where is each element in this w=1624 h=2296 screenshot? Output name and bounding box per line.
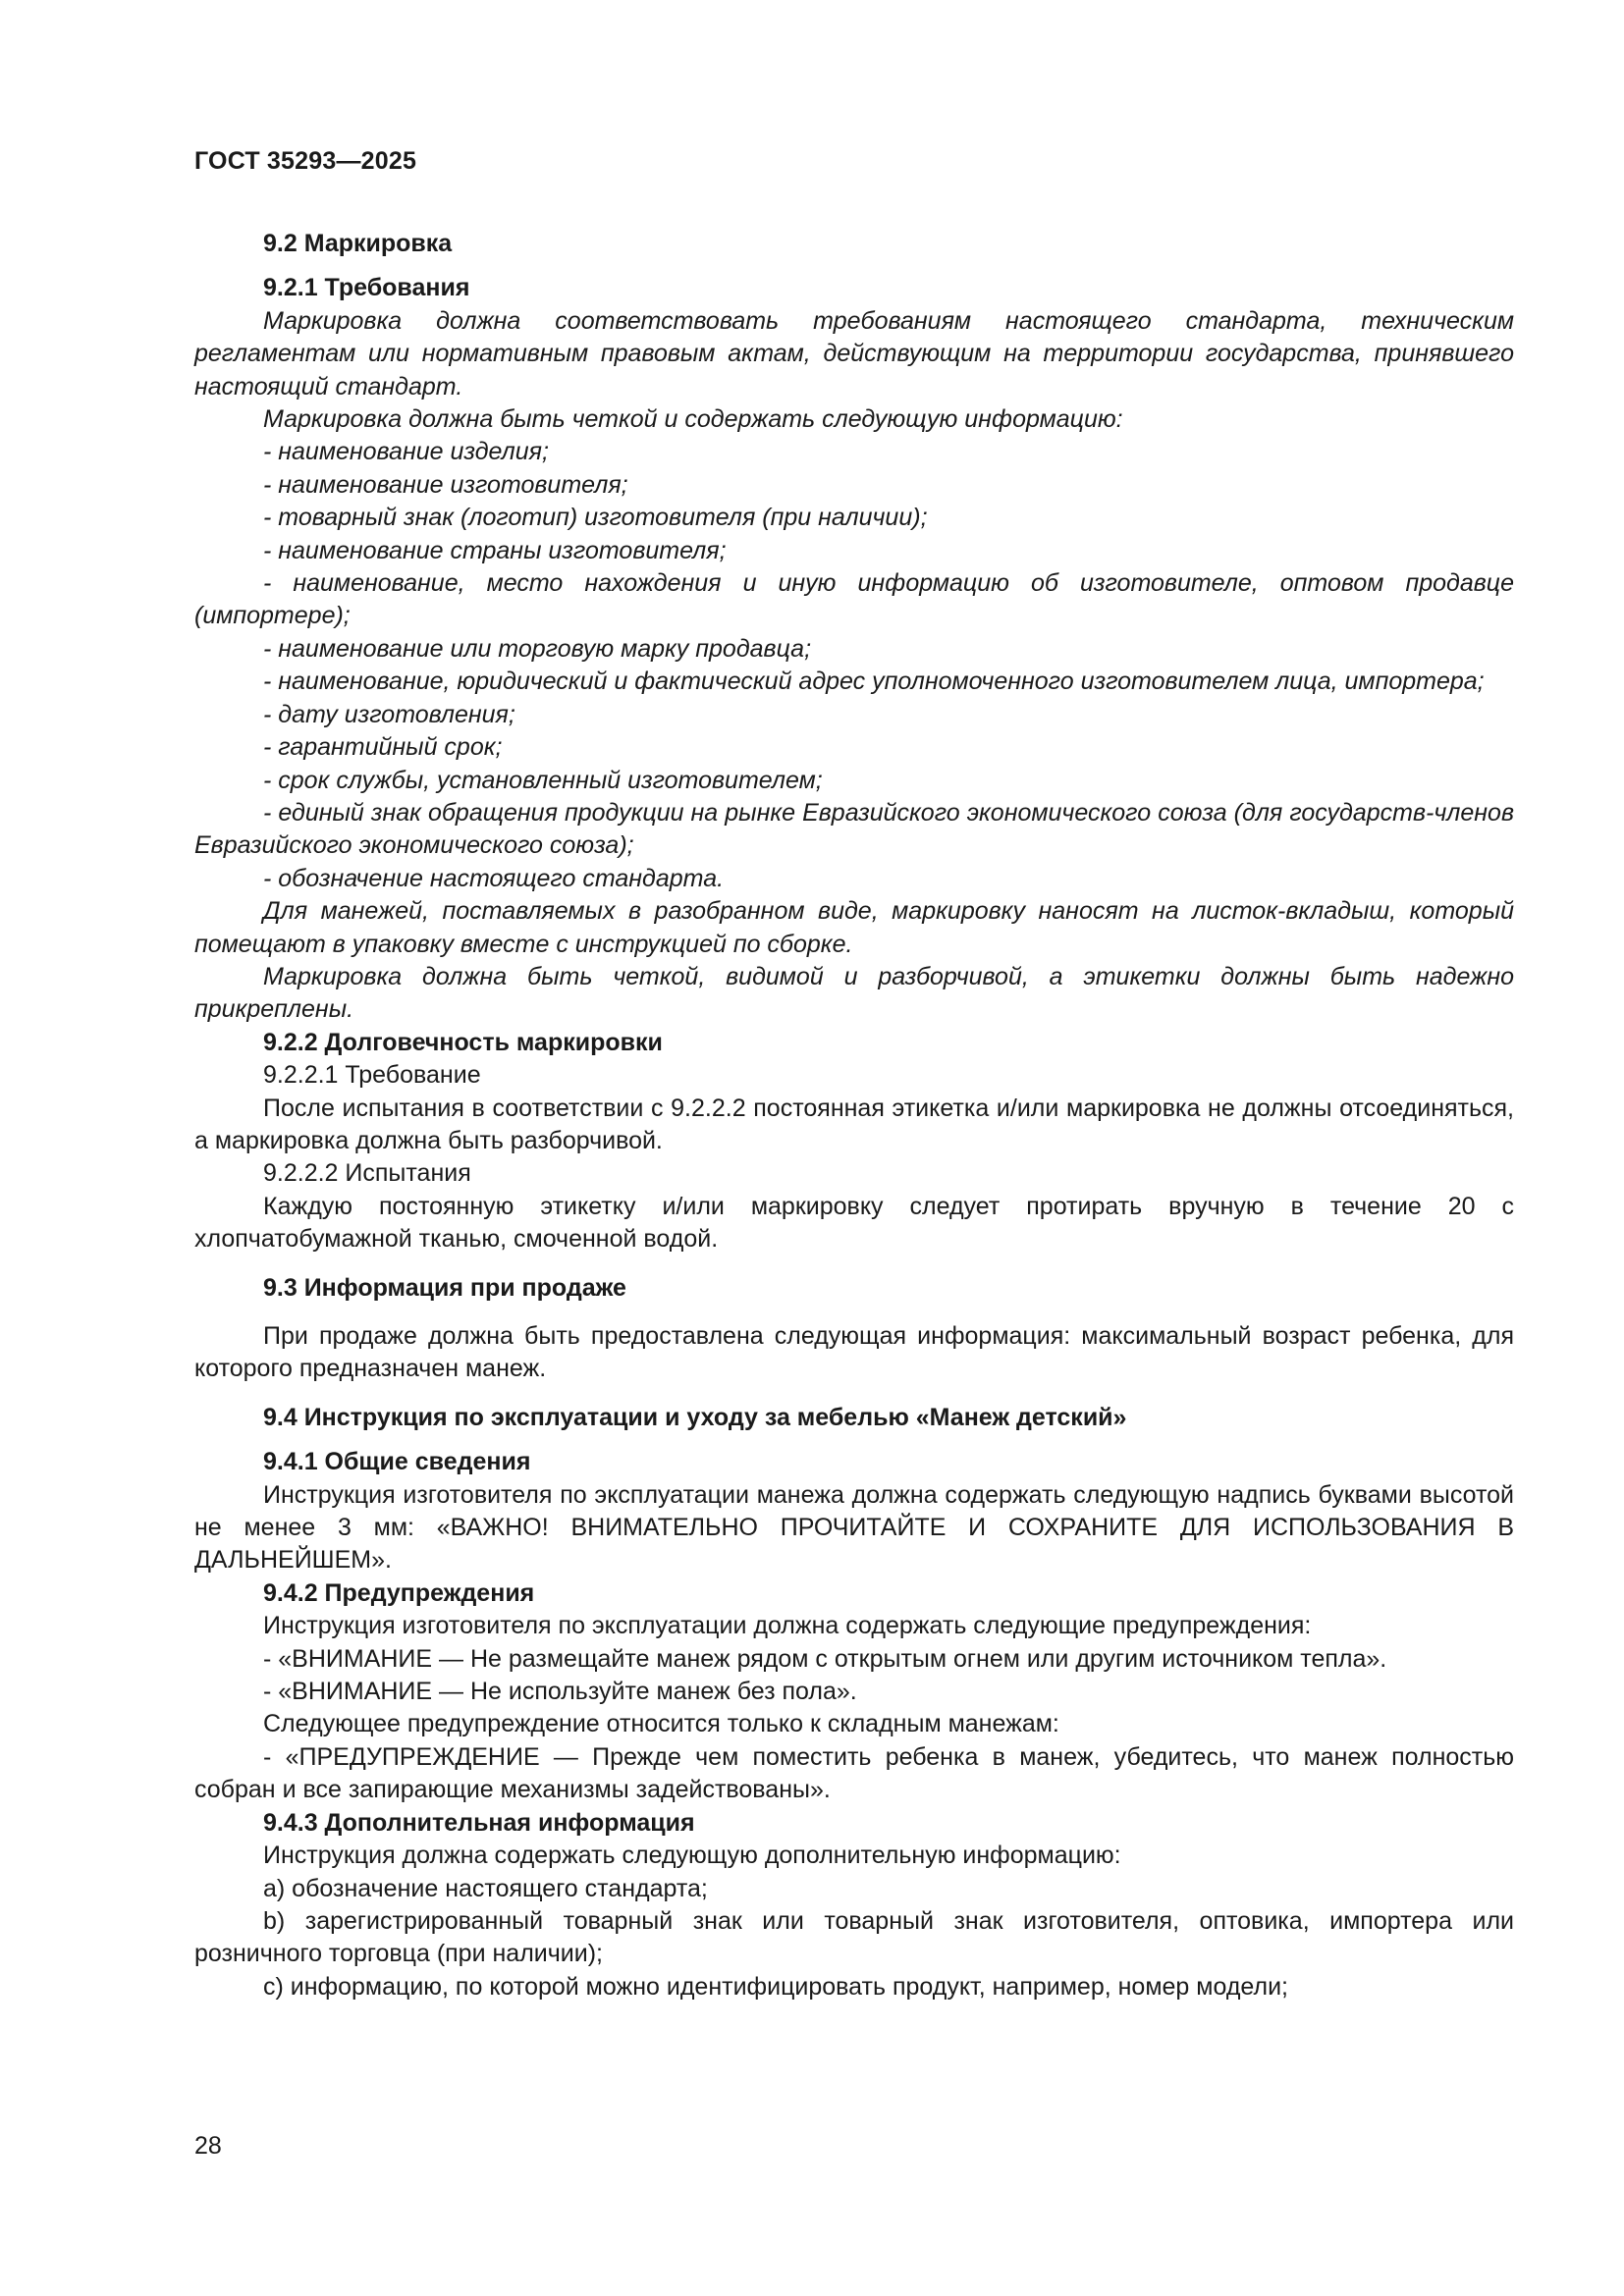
paragraph: - единый знак обращения продукции на рынке Евразийского экономического союза (для государств-членов Евразийского экономического союза); <box>194 798 1514 860</box>
section-heading: 9.3 Информация при продаже <box>263 1273 626 1302</box>
section-heading: 9.4.1 Общие сведения <box>263 1448 531 1476</box>
paragraph: c) информацию, по которой можно идентифицировать продукт, например, номер модели; <box>263 1972 1288 2001</box>
section-heading: 9.2.1 Требования <box>263 274 470 302</box>
paragraph: Маркировка должна соответствовать требованиям настоящего стандарта, техническим регламентам или нормативным правовым актам, действующим на территории государства, принявшего настоящий стандарт. <box>194 306 1514 400</box>
section-heading: 9.4.2 Предупреждения <box>263 1578 535 1607</box>
paragraph: 9.2.2.1 Требование <box>263 1061 481 1090</box>
page-number: 28 <box>194 2132 222 2160</box>
paragraph: - «ВНИМАНИЕ — Не размещайте манеж рядом с открытым огнем или другим источником тепла». <box>263 1644 1387 1673</box>
paragraph: - гарантийный срок; <box>263 733 503 762</box>
paragraph: b) зарегистрированный товарный знак или товарный знак изготовителя, оптовика, импортера или розничного торговца (при наличии); <box>194 1906 1514 1968</box>
paragraph: - «ВНИМАНИЕ — Не используйте манеж без пола». <box>263 1678 857 1706</box>
paragraph: - наименование страны изготовителя; <box>263 536 727 564</box>
section-heading: 9.4.3 Дополнительная информация <box>263 1808 695 1837</box>
paragraph: Инструкция изготовителя по эксплуатации манежа должна содержать следующую надпись буквами высотой не менее 3 мм: «ВАЖНО! ВНИМАТЕЛЬНО ПРОЧИТАЙТЕ И СОХРАНИТЕ ДЛЯ ИСПОЛЬЗОВАНИЯ В ДАЛЬНЕЙШЕМ». <box>194 1480 1514 1575</box>
section-heading: 9.4 Инструкция по эксплуатации и уходу за мебелью «Манеж детский» <box>263 1403 1127 1431</box>
paragraph: - наименование или торговую марку продавца; <box>263 634 812 663</box>
paragraph: Инструкция должна содержать следующую дополнительную информацию: <box>263 1842 1121 1870</box>
paragraph: Каждую постоянную этикетку и/или маркировку следует протирать вручную в течение 20 с хлопчатобумажной тканью, смоченной водой. <box>194 1192 1514 1254</box>
paragraph: Для манежей, поставляемых в разобранном виде, маркировку наносят на листок-вкладыш, который помещают в упаковку вместе с инструкцией по сборке. <box>194 897 1514 958</box>
paragraph: - дату изготовления; <box>263 700 515 728</box>
document-code: ГОСТ 35293—2025 <box>194 147 417 175</box>
paragraph: - обозначение настоящего стандарта. <box>263 864 725 892</box>
paragraph: При продаже должна быть предоставлена следующая информация: максимальный возраст ребенка, для которого предназначен манеж. <box>194 1322 1514 1383</box>
paragraph: - товарный знак (логотип) изготовителя (при наличии); <box>263 504 928 532</box>
paragraph: - наименование, юридический и фактический адрес уполномоченного изготовителем лица, импортера; <box>263 667 1485 696</box>
paragraph: - наименование изделия; <box>263 438 549 466</box>
paragraph: Следующее предупреждение относится только к складным манежам: <box>263 1710 1059 1738</box>
paragraph: Инструкция изготовителя по эксплуатации должна содержать следующие предупреждения: <box>263 1612 1312 1640</box>
paragraph: a) обозначение настоящего стандарта; <box>263 1874 708 1902</box>
paragraph: - наименование, место нахождения и иную информацию об изготовителе, оптовом продавце (импортере); <box>194 569 1514 630</box>
paragraph: - срок службы, установленный изготовителем; <box>263 766 823 794</box>
document-body <box>194 228 1514 2003</box>
paragraph: - наименование изготовителя; <box>263 470 628 499</box>
section-heading: 9.2.2 Долговечность маркировки <box>263 1028 663 1056</box>
section-heading: 9.2 Маркировка <box>263 230 453 257</box>
paragraph: Маркировка должна быть четкой, видимой и разборчивой, а этикетки должны быть надежно прикреплены. <box>194 962 1514 1024</box>
paragraph: После испытания в соответствии с 9.2.2.2 постоянная этикетка и/или маркировка не должны отсоединяться, а маркировка должна быть разборчивой. <box>194 1094 1514 1154</box>
paragraph: 9.2.2.2 Испытания <box>263 1159 471 1188</box>
paragraph: - «ПРЕДУПРЕЖДЕНИЕ — Прежде чем поместить ребенка в манеж, убедитесь, что манеж полностью собран и все запирающие механизмы задействованы». <box>194 1742 1514 1804</box>
paragraph: Маркировка должна быть четкой и содержать следующую информацию: <box>263 405 1123 434</box>
